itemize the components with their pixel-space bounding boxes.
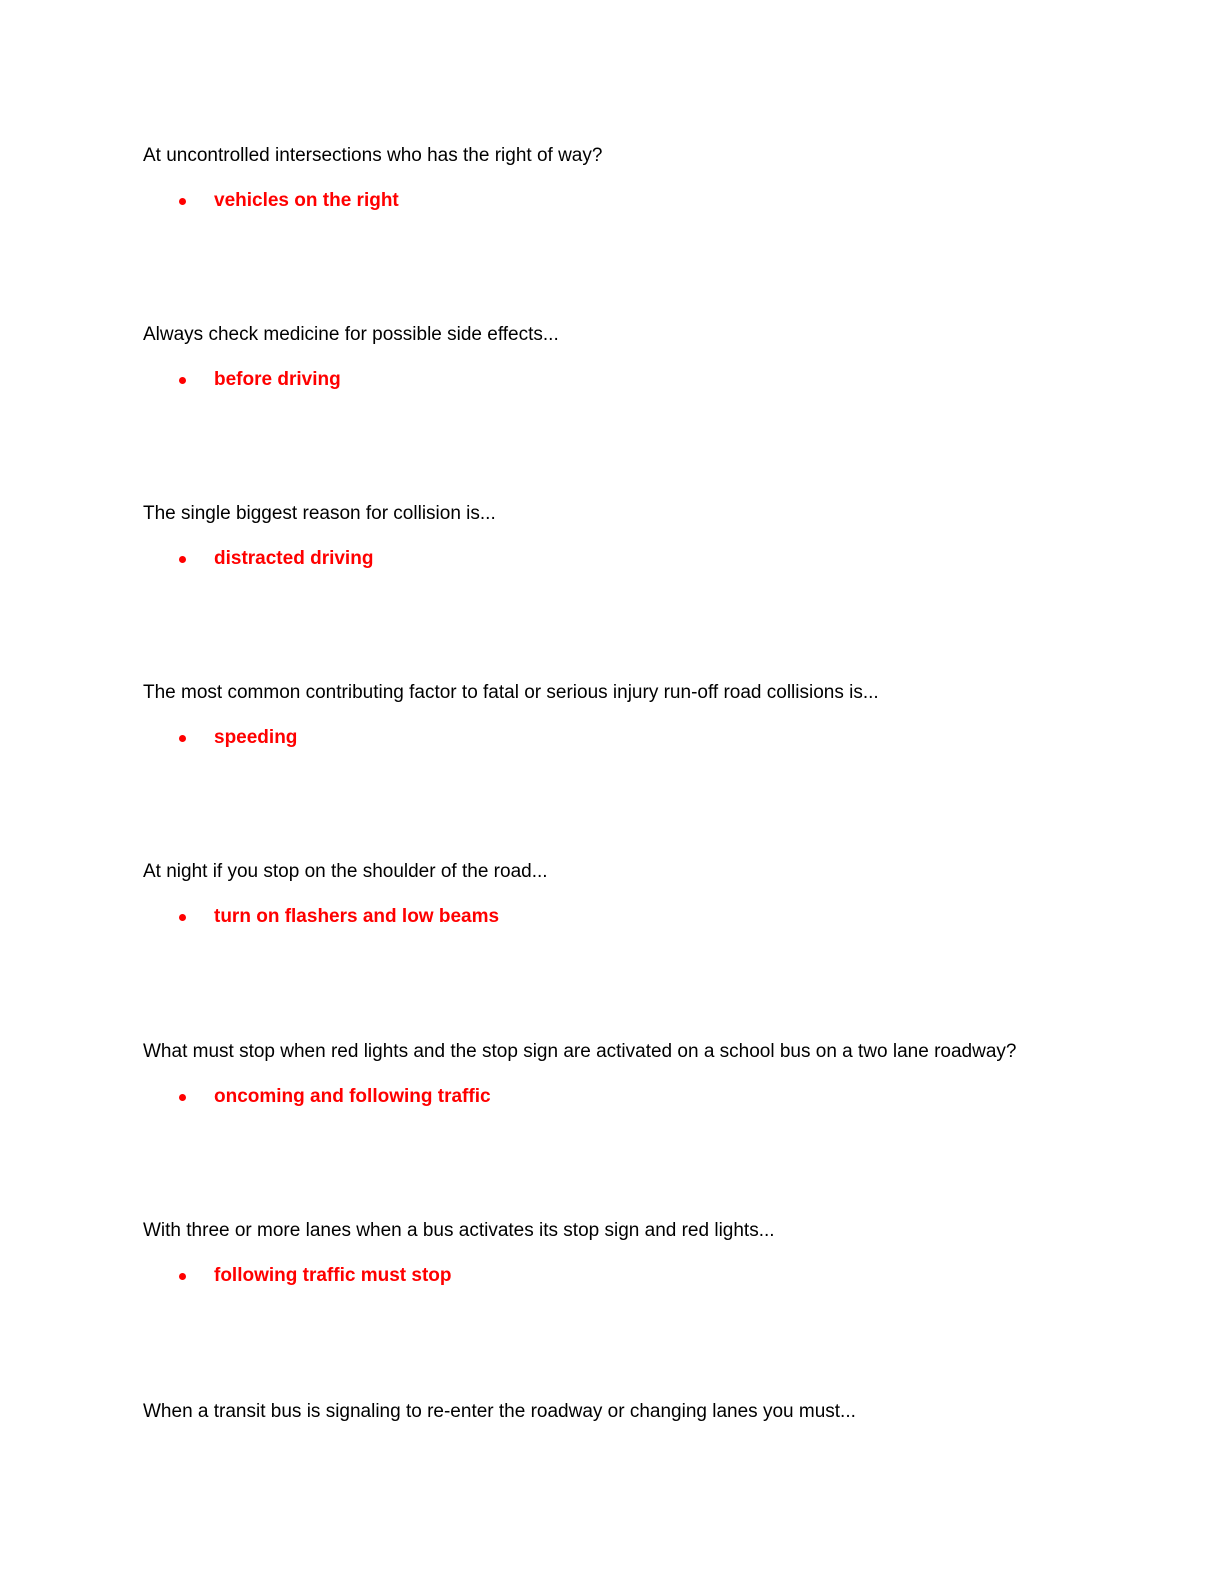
answer-text: oncoming and following traffic [214,1086,491,1107]
answer-text: following traffic must stop [214,1265,452,1286]
answer-item [143,726,1103,750]
bullet-icon [179,735,186,742]
question-text: What must stop when red lights and the stop sign are activated on a school bus on a two lane roadway? [143,1041,1017,1062]
bullet-icon [179,1094,186,1101]
answer-item [143,189,1103,213]
qa-item-8 [143,1400,1103,1424]
question-text: The most common contributing factor to fatal or serious injury run-off road collisions is... [143,682,879,703]
question-text: Always check medicine for possible side effects... [143,324,559,345]
qa-item-4 [143,681,1103,750]
question-text: At uncontrolled intersections who has the right of way? [143,145,603,166]
bullet-icon [179,198,186,205]
answer-list [143,547,1103,571]
bullet-icon [179,556,186,563]
bullet-icon [179,1273,186,1280]
answer-item [143,1264,1103,1288]
answer-text: turn on flashers and low beams [214,906,500,927]
qa-item-7 [143,1219,1103,1288]
answer-list [143,1085,1103,1109]
qa-item-2 [143,323,1103,392]
answer-list [143,726,1103,750]
qa-item-3 [143,502,1103,571]
question-text: At night if you stop on the shoulder of the road... [143,861,548,882]
answer-list [143,905,1103,929]
qa-item-1 [143,144,1103,213]
answer-list [143,189,1103,213]
question-text: With three or more lanes when a bus activates its stop sign and red lights... [143,1220,775,1241]
answer-list [143,1264,1103,1288]
bullet-icon [179,914,186,921]
bullet-icon [179,377,186,384]
answer-list [143,368,1103,392]
question-text: The single biggest reason for collision is... [143,503,496,524]
question-text: When a transit bus is signaling to re-enter the roadway or changing lanes you must... [143,1401,856,1422]
answer-item [143,547,1103,571]
qa-item-5 [143,860,1103,929]
answer-item [143,1085,1103,1109]
answer-text: distracted driving [214,548,374,569]
answer-item [143,368,1103,392]
answer-text: speeding [214,727,298,748]
qa-item-6 [143,1040,1103,1109]
answer-text: before driving [214,369,341,390]
answer-text: vehicles on the right [214,190,399,211]
answer-item [143,905,1103,929]
